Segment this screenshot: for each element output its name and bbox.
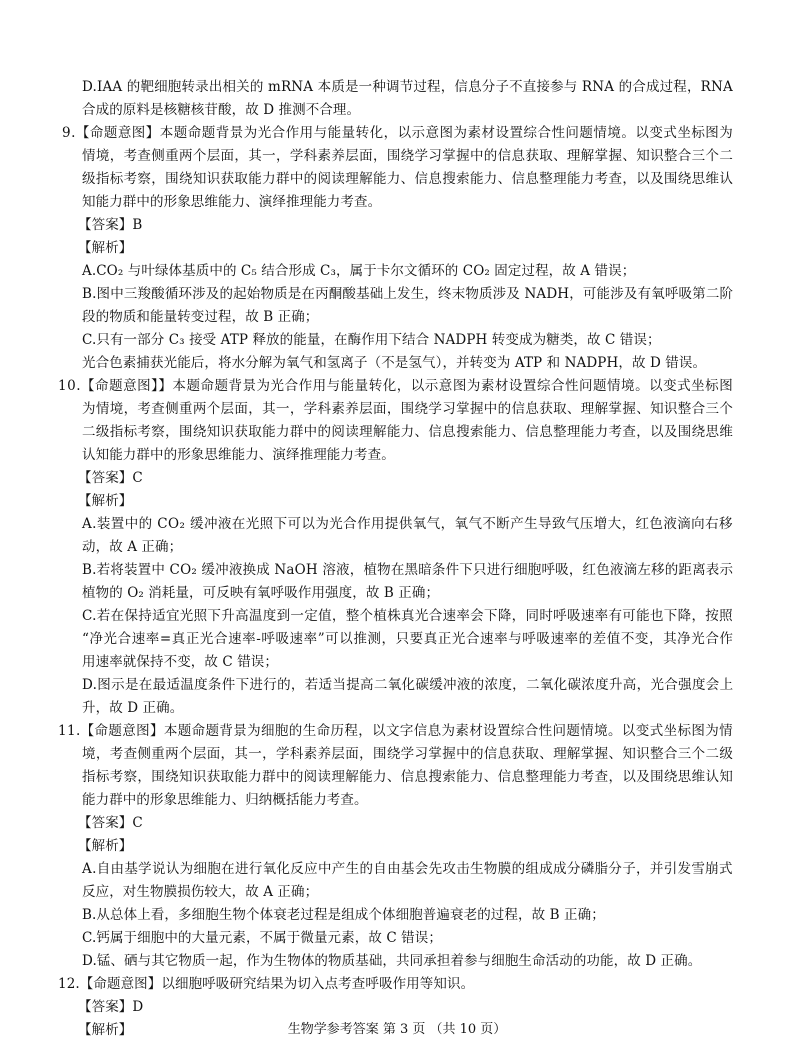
document-line: 【解析】 [78,240,133,256]
document-line: 用速率就保持不变，故 C 错误； [82,654,279,670]
document-line: 能力群中的形象思维能力、归纳概括能力考查。 [82,792,368,808]
document-line: B.若将装置中 CO₂ 缓冲液换成 NaOH 溶液，植物在黑暗条件下只进行细胞呼吸，红色液滴左移的距离表示 [82,562,734,578]
document-line: 段的物质和能量转变过程，故 B 正确； [82,309,319,325]
document-line: 光合色素捕获光能后，将水分解为氧气和氢离子（不是氢气），并转变为 ATP 和 NADPH，故 D 错误。 [82,355,707,371]
document-line: 升，故 D 正确。 [82,700,184,716]
document-line: 动，故 A 正确； [82,539,183,555]
document-line: 情境，考查侧重两个层面，其一，学科素养层面，围绕学习掌握中的信息获取、理解掌握、知识整合三个二 [82,148,734,164]
document-line: 二级指标考察，围绕知识获取能力群中的阅读理解能力、信息搜索能力、信息整理能力考查，以及围绕思维 [82,424,734,440]
document-line: 反应，对生物膜损伤较大，故 A 正确； [82,884,319,900]
document-line: 【答案】D [78,999,144,1015]
document-line: 级指标考察，围绕知识获取能力群中的阅读理解能力、信息搜索能力、信息整理能力考查，以及围绕思维认 [82,171,734,187]
document-line: 10.【命题意图】】本题命题背景为光合作用与能量转化，以示意图为素材设置综合性问题情境。以变式坐标图 [58,378,734,394]
document-line: 【解析】 [78,493,133,509]
document-line: C.钙属于细胞中的大量元素，不属于微量元素，故 C 错误； [82,930,442,946]
document-line: B.从总体上看，多细胞生物个体衰老过程是组成个体细胞普遍衰老的过程，故 B 正确； [82,907,605,923]
document-line: “净光合速率=真正光合速率-呼吸速率”可以推测，只要真正光合速率与呼吸速率的差值不变，其净光合作 [82,631,734,647]
document-line: 为情境，考查侧重两个层面，其一，学科素养层面，围绕学习掌握中的信息获取、理解掌握、知识整合三个 [82,401,734,417]
document-line: A.CO₂ 与叶绿体基质中的 C₅ 结合形成 C₃，属于卡尔文循环的 CO₂ 固定过程，故 A 错误； [82,263,636,279]
document-line: 【解析】 [78,838,133,854]
document-line: 12.【命题意图】以细胞呼吸研究结果为切入点考查呼吸作用等知识。 [58,976,475,992]
document-line: 【解析】 [78,1022,133,1038]
document-line: 认知能力群中的形象思维能力、演绎推理能力考查。 [82,447,395,463]
document-line: 指标考察，围绕知识获取能力群中的阅读理解能力、信息搜索能力、信息整理能力考查，以及围绕思维认知 [82,769,734,785]
document-line: 知能力群中的形象思维能力、演绎推理能力考查。 [82,194,382,210]
document-line: A.自由基学说认为细胞在进行氧化反应中产生的自由基会先攻击生物膜的组成成分磷脂分子，并引发雪崩式 [82,861,733,877]
document-line: C.只有一部分 C₃ 接受 ATP 释放的能量，在酶作用下结合 NADPH 转变成为糖类，故 C 错误； [82,332,661,348]
document-line: 合成的原料是核糖核苷酸，故 D 推测不合理。 [82,102,361,118]
document-line: D.IAA 的靶细胞转录出相关的 mRNA 本质是一种调节过程，信息分子不直接参与 RNA 的合成过程，RNA [82,79,733,95]
document-line: 【答案】C [78,470,143,486]
document-line: 植物的 O₂ 消耗量，可反映有氧呼吸作用强度，故 B 正确； [82,585,440,601]
document-line: 【答案】C [78,815,143,831]
document-line: C.若在保持适宜光照下升高温度到一定值，整个植株真光合速率会下降，同时呼吸速率有可能也下降，按照 [82,608,733,624]
document-line: D.锰、硒与其它物质一起，作为生物体的物质基础，共同承担着参与细胞生命活动的功能，故 D 正确。 [82,953,702,969]
document-line: B.图中三羧酸循环涉及的起始物质是在丙酮酸基础上发生，终末物质涉及 NADH，可能涉及有氧呼吸第二阶 [82,286,734,302]
document-line: 境，考查侧重两个层面，其一，学科素养层面，围绕学习掌握中的信息获取、理解掌握、知识整合三个二级 [82,746,734,762]
document-line: 9.【命题意图】本题命题背景为光合作用与能量转化，以示意图为素材设置综合性问题情境。以变式坐标图为 [62,125,734,141]
document-line: 【答案】B [78,217,143,233]
document-line: A.装置中的 CO₂ 缓冲液在光照下可以为光合作用提供氧气，氧气不断产生导致气压增大，红色液滴向右移 [82,516,733,532]
document-line: D.图示是在最适温度条件下进行的，若适当提高二氧化碳缓冲液的浓度，二氧化碳浓度升高，光合强度会上 [82,677,734,693]
page-footer: 生物学参考答案 第 3 页 （共 10 页） [287,1022,507,1037]
document-line: 11.【命题意图】本题命题背景为细胞的生命历程，以文字信息为素材设置综合性问题情境。以变式坐标图为情 [58,723,733,739]
